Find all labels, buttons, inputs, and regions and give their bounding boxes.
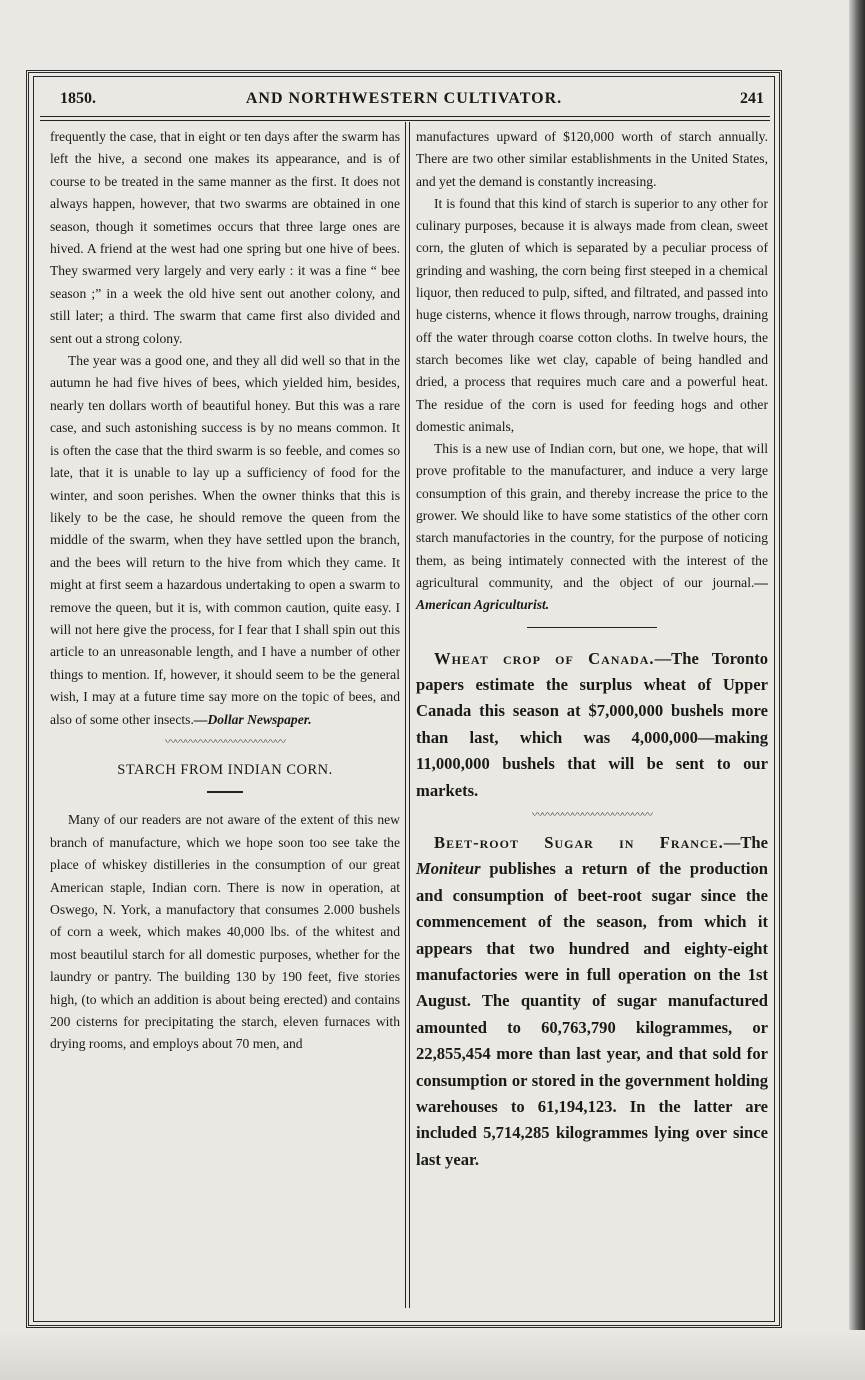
beet-moniteur: Moniteur — [416, 859, 481, 879]
wheat-paragraph — [416, 646, 768, 804]
scan-page-edge — [849, 0, 865, 1380]
starch-paragraph-1: Many of our readers are not aware of the extent of this new branch of manufacture, which we hope soon too see take the place of whiskey distilleries in the consumption of our great American staple, Indian corn. There is now in operation, at Oswego, N. York, a manufactory that consumes 2.000 bushels of corn a week, which makes 40,000 lbs. of the whitest and most beautilul starch for all domestic purposes, whether for the laundry or pantry. The building 130 by 190 feet, five stories high, (to which an addition is about being erected) and contains 200 cisterns for precipitating the starch, eleven furnaces with drying rooms, and employs about 70 men, and — [50, 812, 400, 1052]
bees-paragraph-2-text: The year was a good one, and they all did well so that in the autumn he had five hives of bees, which yielded him, besides, nearly ten dollars worth of beautiful honey. But this was a rare case, and such astonishing success is by no means common. It is often the case that the third swarm is so feeble, and comes so late, that it is unable to lay up a sufficiency of food for the winter, and soon perishes. When the owner thinks that this is likely to be the case, he should remove the queen from the middle of the swarm, when they have settled upon the branch, and the bees will return to the hive from which they came. It might at first seem a hazardous undertaking to open a swarm to remove the queen, but it is, with common caution, quite easy. I will not here give the process, for I fear that I shall spin out this article to an unreasonable length, and I have a number of other things to mention. If, however, it should seem to be the general wish, I may at a future time say more on the topic of bees, and also of some other insects. — [50, 353, 400, 727]
header-page-number: 241 — [740, 90, 764, 107]
wavy-separator-right: 〰〰〰〰〰〰〰〰〰〰〰〰 — [532, 808, 652, 821]
header-title: AND NORTHWESTERN CULTIVATOR. — [245, 90, 563, 107]
left-column — [50, 126, 400, 1056]
beet-text-intro: —The — [723, 832, 768, 852]
starch-paragraph-4-text: This is a new use of Indian corn, but one, we hope, that will prove profitable to the manufacturer, and induce a very large consumption of this grain, and thereby increase the price to the grower. We should like to have some statistics of the other corn starch manufactories in the country, for the purpose of noticing them, as being intimately connected with the interest of the agricultural community, and the object of our journal. — [416, 441, 768, 590]
wheat-article — [416, 646, 768, 804]
starch-paragraph-2: manufactures upward of $120,000 worth of starch annually. There are two other similar establishments in the United States, and yet the demand is constantly increasing. — [416, 129, 768, 189]
rule-separator — [527, 627, 657, 628]
starch-source: —American Agriculturist. — [416, 574, 768, 613]
bees-source: —Dollar Newspaper. — [193, 711, 312, 727]
wheat-heading: Wheat crop of Canada. — [434, 648, 655, 668]
beet-heading: Beet-root Sugar in France. — [434, 832, 724, 852]
scan-bottom-margin — [0, 1330, 865, 1380]
column-divider — [405, 122, 410, 1308]
starch-paragraph-3: It is found that this kind of starch is superior to any other for culinary purposes, because it is always made from clean, sweet corn, the gluten of which is separated by a peculiar process of grinding and washing, the corn being first steeped in a chemical liquor, then reduced to pulp, sifted, and filtrated, and passed into huge cisterns, whence it flows through, narrow troughs, draining off the water through coarse cotton cloths. In twelve hours, the starch becomes like wet clay, capable of being handled and dried, a process that requires much care and a powerful heat. The residue of the corn is used for feeding hogs and other domestic animals, — [416, 195, 768, 434]
bees-paragraph-1: frequently the case, that in eight or ten days after the swarm has left the hive, a second one makes its appearance, and is of course to be treated in the same manner as the first. It does not always happen, however, that two swarms are obtained in one season, though it sometimes occurs that three large ones are hived. A friend at the west had one spring but one hive of bees. They swarmed very largely and very early : it was a fine “ bee season ;” in a week the old hive sent out another colony, and still later; a third. The swarm that came first also divided and sent out a strong colony. — [50, 129, 400, 346]
beet-text-body: publishes a return of the production and consumption of beet-root sugar since the commencement of the season, from which it appears that two hundred and eighty-eight manufactories were in full operation on the 1st August. The quantity of sugar manufactured amounted to 60,763,790 kilogrammes, or 22,855,454 more than last year, and that sold for consumption or stored in the government holding warehouses to 61,194,123. In the latter are included 5,714,285 kilogrammes lying over since last year. — [416, 859, 768, 1169]
beet-paragraph — [416, 830, 768, 1173]
beet-article — [416, 830, 768, 1173]
header-rule — [40, 116, 770, 121]
header-year: 1850. — [60, 90, 96, 107]
starch-paragraph-4 — [416, 438, 768, 616]
starch-section-title: STARCH FROM INDIAN CORN. — [117, 761, 333, 778]
bees-paragraph-2 — [50, 350, 400, 731]
wavy-separator-left: 〰〰〰〰〰〰〰〰〰〰〰〰 — [165, 735, 285, 748]
running-header — [40, 88, 768, 114]
wheat-text: —The Toronto papers estimate the surplus wheat of Upper Canada this season at $7,000,000 bushels more than last, which was 4,000,000—making 11,000,000 bushels that will be sent to our markets. — [416, 648, 769, 800]
right-column — [416, 126, 768, 1173]
short-rule — [207, 791, 243, 793]
